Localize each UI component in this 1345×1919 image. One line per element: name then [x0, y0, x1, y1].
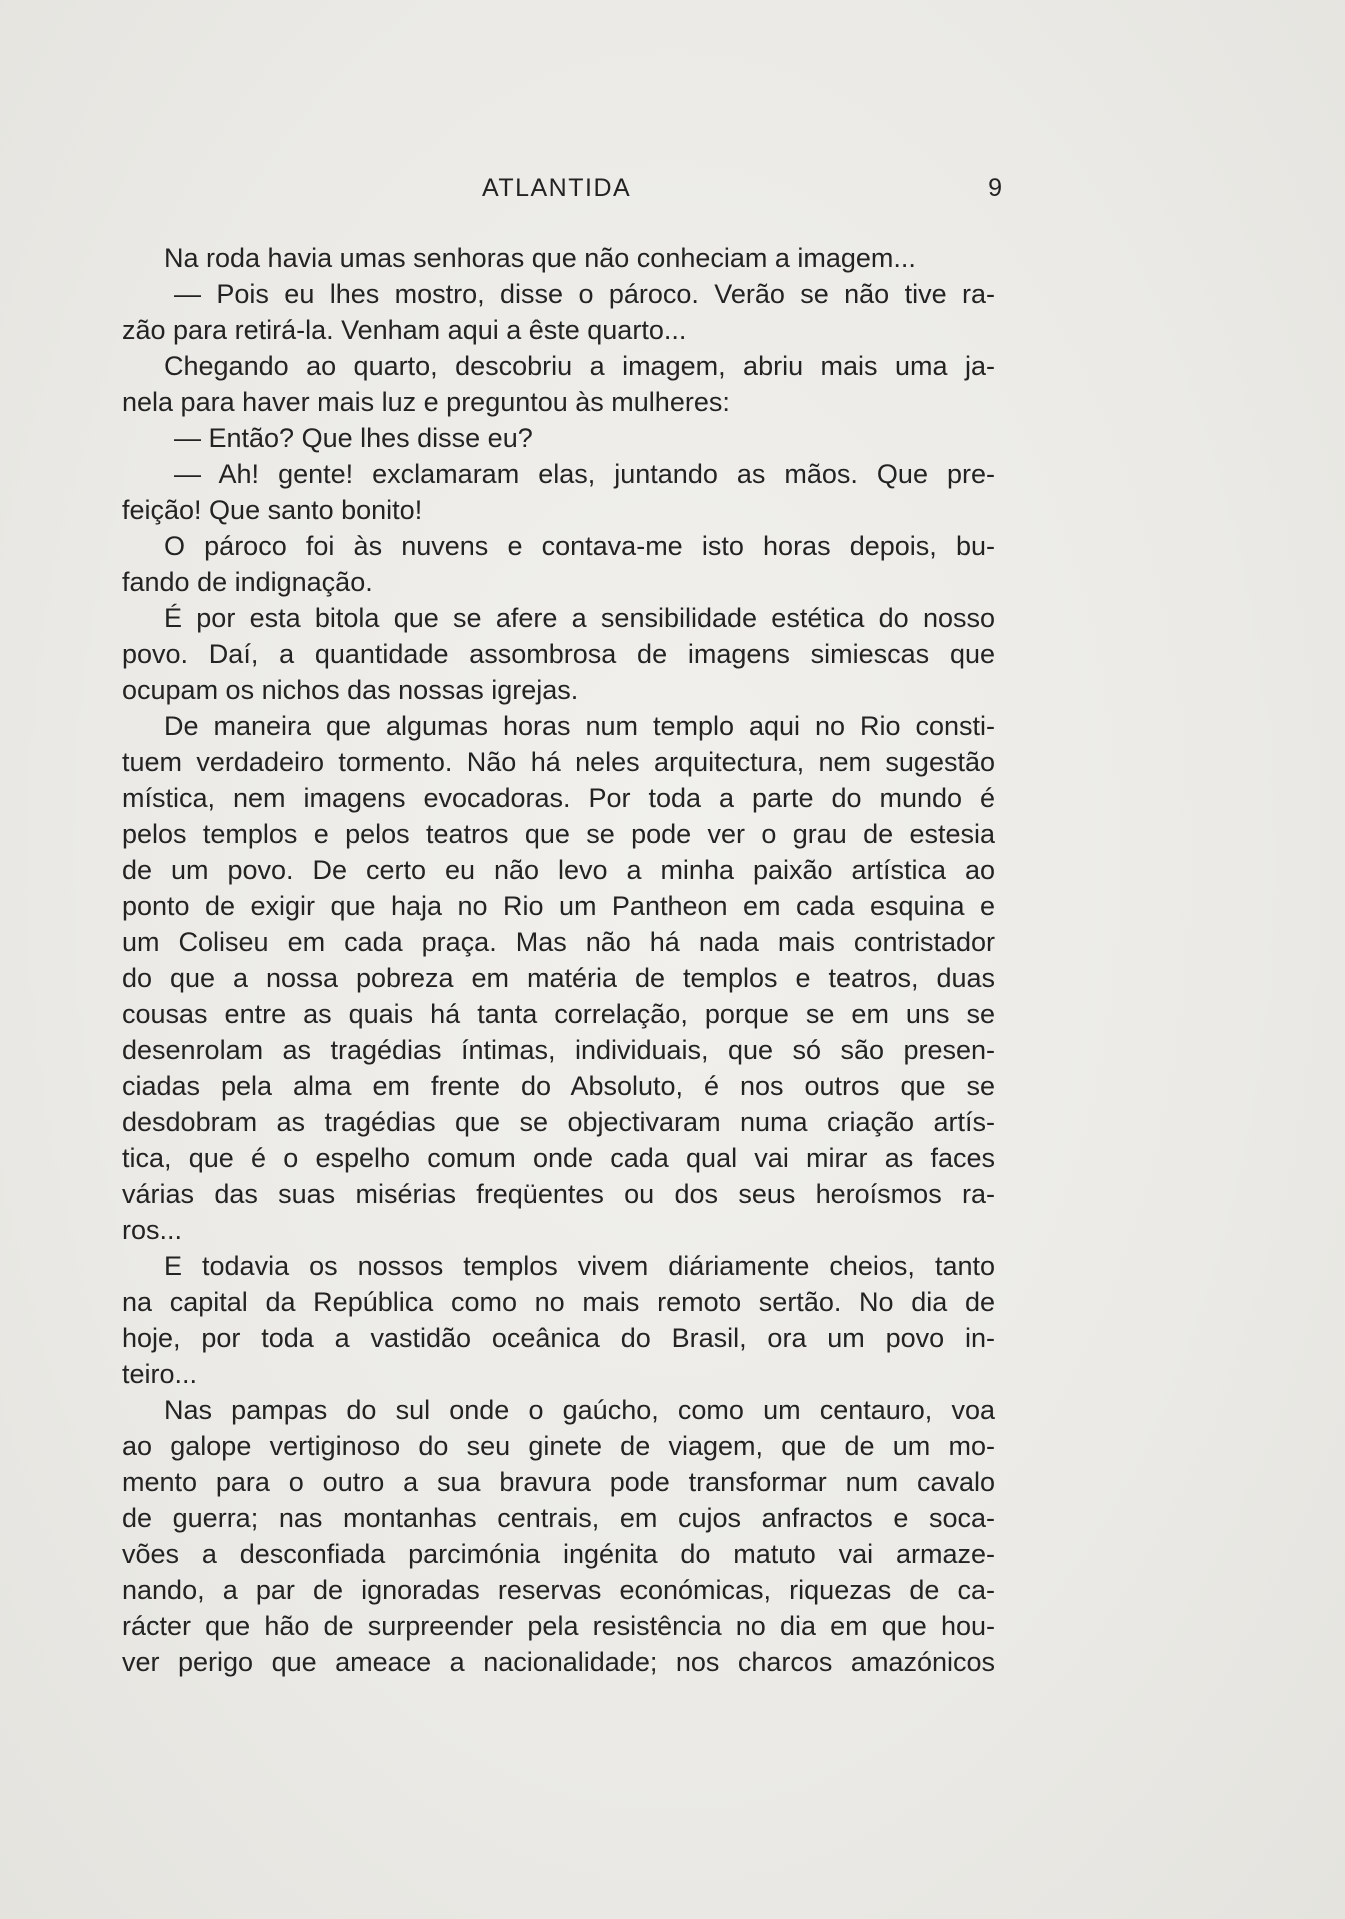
text-line: nando, a par de ignoradas reservas económicas, riquezas de ca- — [122, 1575, 995, 1605]
text-line: povo. Daí, a quantidade assombrosa de imagens simiescas que — [122, 639, 995, 669]
text-line: mística, nem imagens evocadoras. Por toda a parte do mundo é — [122, 783, 995, 813]
text-line: — Então? Que lhes disse eu? — [174, 423, 533, 453]
text-line: O pároco foi às nuvens e contava-me isto horas depois, bu- — [164, 531, 995, 561]
text-line: desdobram as tragédias que se objectivaram numa criação artís- — [122, 1107, 995, 1137]
running-title: ATLANTIDA — [482, 174, 632, 202]
text-line: desenrolam as tragédias íntimas, individuais, que só são presen- — [122, 1035, 995, 1065]
text-line: um Coliseu em cada praça. Mas não há nada mais contristador — [122, 927, 995, 957]
text-line: hoje, por toda a vastidão oceânica do Brasil, ora um povo in- — [122, 1323, 995, 1353]
text-line: E todavia os nossos templos vivem diáriamente cheios, tanto — [164, 1251, 995, 1281]
text-line: ros... — [122, 1215, 183, 1245]
text-line: De maneira que algumas horas num templo aqui no Rio consti- — [164, 711, 995, 741]
text-line: feição! Que santo bonito! — [122, 495, 423, 525]
text-line: tuem verdadeiro tormento. Não há neles arquitectura, nem sugestão — [122, 747, 995, 777]
text-line: vões a desconfiada parcimónia ingénita do matuto vai armaze- — [122, 1539, 995, 1569]
text-line: na capital da República como no mais remoto sertão. No dia de — [122, 1287, 995, 1317]
text-line: teiro... — [122, 1359, 198, 1389]
text-line: do que a nossa pobreza em matéria de templos e teatros, duas — [122, 963, 995, 993]
page-header — [122, 174, 1002, 208]
text-line: — Pois eu lhes mostro, disse o pároco. Verão se não tive ra- — [174, 279, 995, 309]
text-line: fando de indignação. — [122, 567, 373, 597]
text-line: Na roda havia umas senhoras que não conheciam a imagem... — [164, 243, 916, 273]
text-line: zão para retirá-la. Venham aqui a êste quarto... — [122, 315, 687, 345]
text-line: ao galope vertiginoso do seu ginete de viagem, que de um mo- — [122, 1431, 995, 1461]
text-line: ocupam os nichos das nossas igrejas. — [122, 675, 579, 705]
text-line: rácter que hão de surpreender pela resistência no dia em que hou- — [122, 1611, 995, 1641]
text-line: É por esta bitola que se afere a sensibilidade estética do nosso — [164, 603, 995, 633]
text-line: ponto de exigir que haja no Rio um Pantheon em cada esquina e — [122, 891, 995, 921]
text-line: cousas entre as quais há tanta correlação, porque se em uns se — [122, 999, 995, 1029]
text-line: várias das suas misérias freqüentes ou dos seus heroísmos ra- — [122, 1179, 995, 1209]
text-line: Chegando ao quarto, descobriu a imagem, abriu mais uma ja- — [164, 351, 995, 381]
body-text — [122, 240, 995, 1680]
text-line: ver perigo que ameace a nacionalidade; nos charcos amazónicos — [122, 1647, 995, 1677]
text-line: mento para o outro a sua bravura pode transformar num cavalo — [122, 1467, 995, 1497]
text-line: de um povo. De certo eu não levo a minha paixão artística ao — [122, 855, 995, 885]
text-line: pelos templos e pelos teatros que se pode ver o grau de estesia — [122, 819, 995, 849]
text-line: de guerra; nas montanhas centrais, em cujos anfractos e soca- — [122, 1503, 995, 1533]
text-line: — Ah! gente! exclamaram elas, juntando as mãos. Que pre- — [174, 459, 995, 489]
text-line: nela para haver mais luz e preguntou às mulheres: — [122, 387, 730, 417]
text-line: tica, que é o espelho comum onde cada qual vai mirar as faces — [122, 1143, 995, 1173]
text-line: Nas pampas do sul onde o gaúcho, como um centauro, voa — [164, 1395, 995, 1425]
page-number: 9 — [988, 174, 1002, 202]
text-line: ciadas pela alma em frente do Absoluto, é nos outros que se — [122, 1071, 995, 1101]
